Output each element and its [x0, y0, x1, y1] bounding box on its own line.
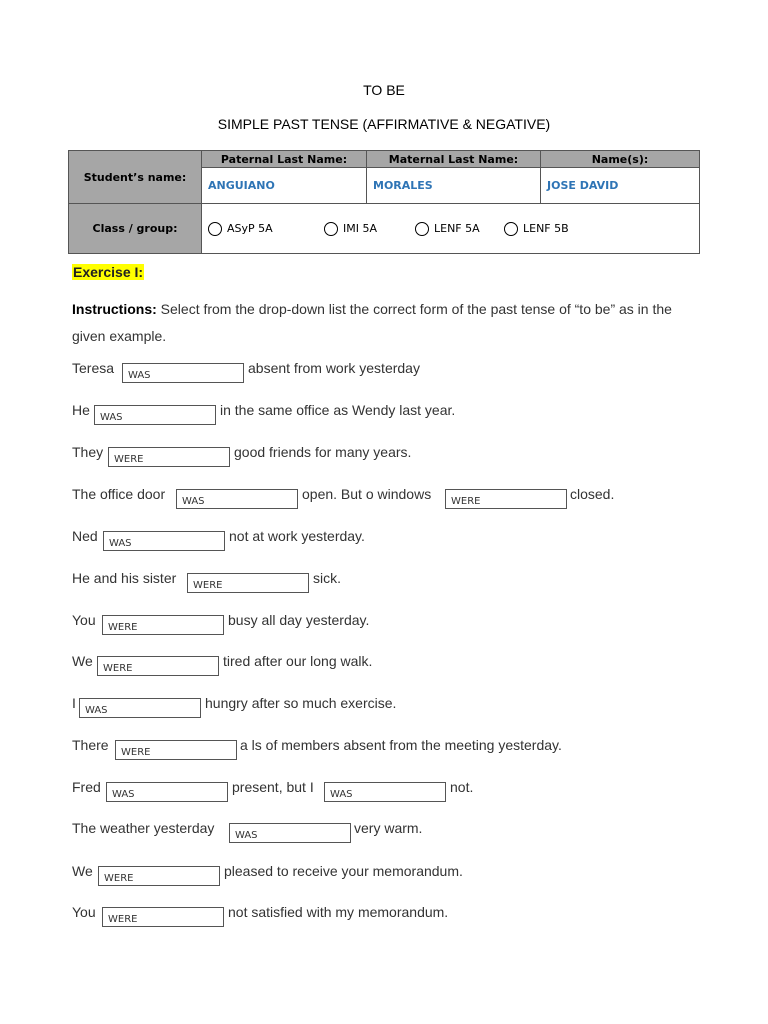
sentence-1 — [72, 360, 114, 376]
sentence-text-after: good friends for many years. — [234, 444, 412, 460]
sentence-3 — [72, 444, 103, 460]
answer-dropdown[interactable]: WAS — [94, 405, 216, 425]
sentence-text-middle: present, but I — [232, 779, 314, 795]
answer-dropdown[interactable]: WERE — [102, 615, 224, 635]
sentence-text: The weather yesterday — [72, 820, 215, 836]
sentence-text-after: very warm. — [354, 820, 423, 836]
class-group-label: Class / group: — [69, 204, 202, 254]
sentence-text-after: not satisfied with my memorandum. — [228, 904, 449, 920]
sentence-text: They — [72, 444, 104, 460]
answer-dropdown[interactable]: WAS — [122, 363, 244, 383]
answer-dropdown[interactable]: WERE — [445, 489, 567, 509]
answer-dropdown[interactable]: WERE — [98, 866, 220, 886]
sentence-text: Fred — [72, 779, 101, 795]
sentence-text-after: absent from work yesterday — [248, 360, 420, 376]
exercise-title: Exercise I: — [73, 264, 144, 280]
sentence-6 — [72, 570, 176, 586]
radio-circle-icon — [208, 222, 222, 236]
answer-dropdown[interactable]: WERE — [115, 740, 237, 760]
sentence-8 — [72, 653, 93, 669]
answer-dropdown[interactable]: WERE — [187, 573, 309, 593]
sentence-text-after: not. — [450, 779, 474, 795]
document-title: TO BE — [363, 82, 405, 98]
radio-circle-icon — [504, 222, 518, 236]
class-group-options — [202, 204, 700, 254]
answer-dropdown[interactable]: WAS — [229, 823, 351, 843]
sentence-text: We — [72, 653, 93, 669]
instructions-label: Instructions: — [72, 301, 157, 317]
sentence-text: You — [72, 904, 96, 920]
sentence-text-after: closed. — [570, 486, 615, 502]
sentence-text: Ned — [72, 528, 98, 544]
sentence-text: The office door — [72, 486, 166, 502]
answer-dropdown[interactable]: WAS — [106, 782, 228, 802]
sentence-text-after: sick. — [313, 570, 341, 586]
sentence-text: Teresa — [72, 360, 115, 376]
paternal-field[interactable]: ANGUIANO — [202, 168, 367, 204]
sentence-text-after: pleased to receive your memorandum. — [224, 863, 463, 879]
sentence-text: He — [72, 402, 90, 418]
maternal-field[interactable]: MORALES — [367, 168, 541, 204]
answer-dropdown[interactable]: WAS — [324, 782, 446, 802]
answer-dropdown[interactable]: WAS — [103, 531, 225, 551]
sentence-text-after: in the same office as Wendy last year. — [220, 402, 456, 418]
names-field[interactable]: JOSE DAVID — [541, 168, 700, 204]
instructions-text: Select from the drop-down list the correct form of the past tense of “to be” as in the given example. — [72, 301, 672, 344]
sentence-10 — [72, 737, 109, 753]
radio-lenf-5b[interactable] — [504, 222, 569, 236]
sentence-text-after: a ls of members absent from the meeting yesterday. — [240, 737, 562, 753]
document-subtitle: SIMPLE PAST TENSE (AFFIRMATIVE & NEGATIVE) — [217, 116, 551, 132]
student-info-table — [68, 150, 700, 254]
sentence-text: You — [72, 612, 96, 628]
sentence-5 — [72, 528, 98, 544]
answer-dropdown[interactable]: WAS — [79, 698, 201, 718]
sentence-text: I — [72, 695, 76, 711]
sentence-text: He and his sister — [72, 570, 177, 586]
sentence-text: There — [72, 737, 109, 753]
radio-label: ASyP 5A — [227, 222, 273, 235]
instructions — [72, 296, 702, 350]
sentence-text-after: hungry after so much exercise. — [205, 695, 397, 711]
sentence-12 — [72, 820, 214, 836]
maternal-header: Maternal Last Name: — [367, 151, 541, 168]
sentence-14 — [72, 904, 96, 920]
radio-label: LENF 5A — [434, 222, 480, 235]
radio-circle-icon — [415, 222, 429, 236]
answer-dropdown[interactable]: WERE — [108, 447, 230, 467]
paternal-header: Paternal Last Name: — [202, 151, 367, 168]
radio-lenf-5a[interactable] — [415, 222, 504, 236]
sentence-13 — [72, 863, 93, 879]
sentence-text-after: tired after our long walk. — [223, 653, 373, 669]
radio-label: LENF 5B — [523, 222, 569, 235]
sentence-9 — [72, 695, 76, 711]
answer-dropdown[interactable]: WERE — [97, 656, 219, 676]
sentence-text-after: not at work yesterday. — [229, 528, 365, 544]
sentence-4 — [72, 486, 165, 502]
students-name-label: Student’s name: — [69, 151, 202, 204]
sentence-7 — [72, 612, 96, 628]
radio-circle-icon — [324, 222, 338, 236]
sentence-text: We — [72, 863, 93, 879]
answer-dropdown[interactable]: WAS — [176, 489, 298, 509]
sentence-11 — [72, 779, 101, 795]
names-header: Name(s): — [541, 151, 700, 168]
sentence-2 — [72, 402, 90, 418]
radio-asyp-5a[interactable] — [208, 222, 324, 236]
sentence-text-middle: open. But o windows — [302, 486, 432, 502]
radio-imi-5a[interactable] — [324, 222, 415, 236]
radio-label: IMI 5A — [343, 222, 377, 235]
answer-dropdown[interactable]: WERE — [102, 907, 224, 927]
sentence-text-after: busy all day yesterday. — [228, 612, 370, 628]
